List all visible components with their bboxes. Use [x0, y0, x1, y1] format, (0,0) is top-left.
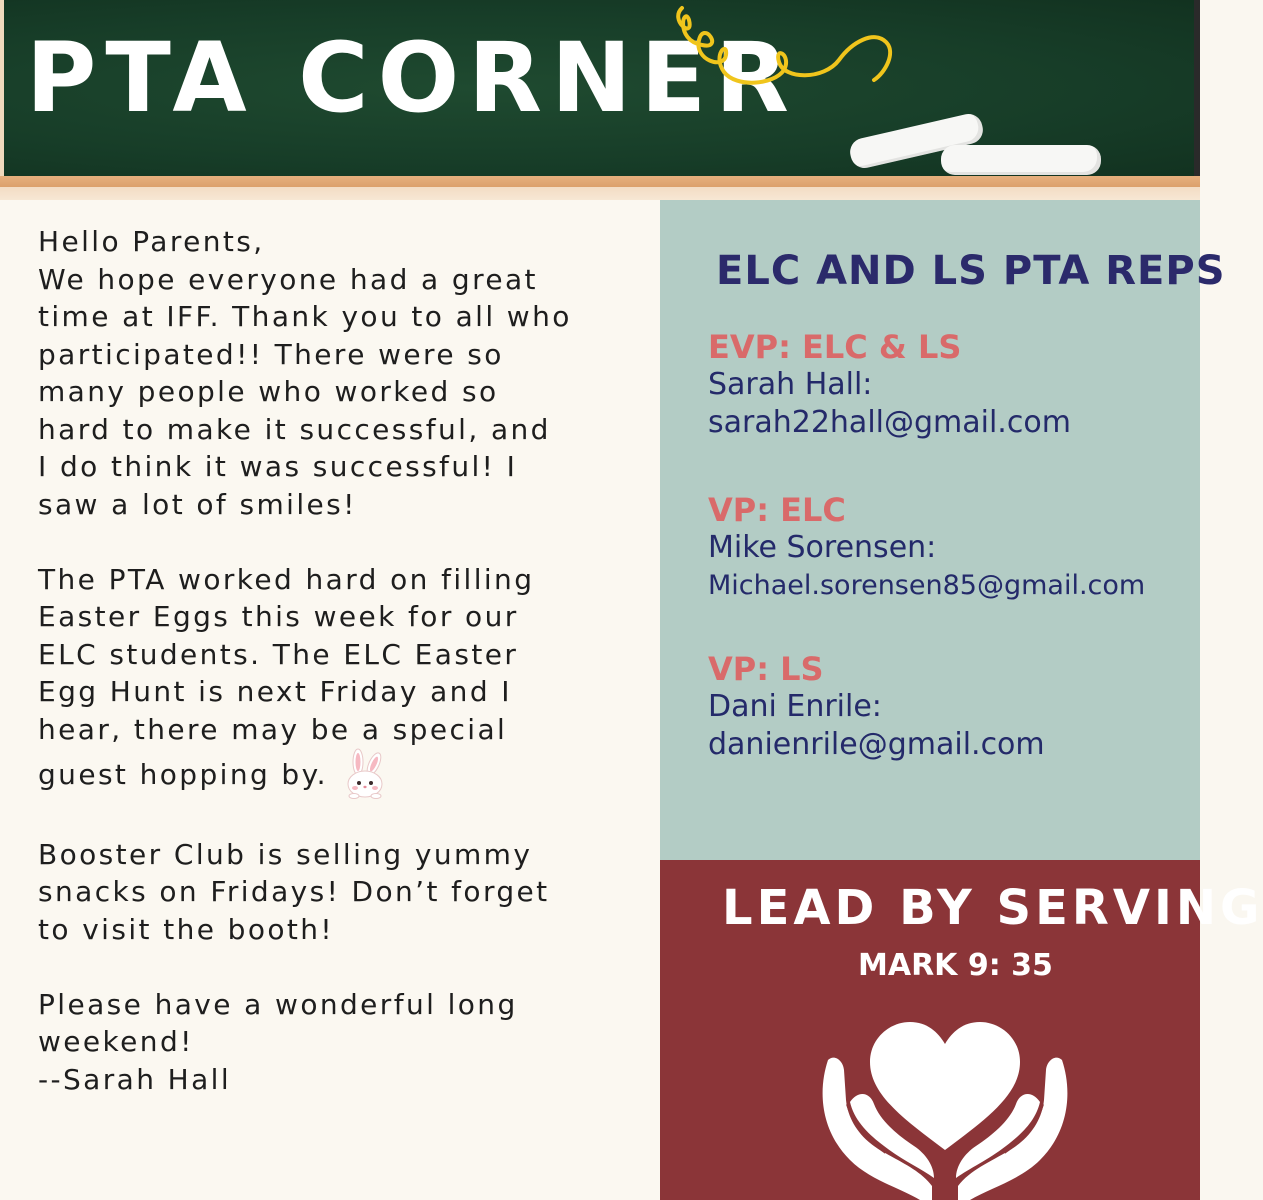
chalkboard-ledge: [0, 176, 1200, 200]
rep-entry: [708, 650, 1045, 764]
heart-in-hands-icon: [810, 1000, 1080, 1200]
scripture-reference: MARK 9: 35: [858, 948, 1053, 983]
rep-entry: [708, 491, 1145, 605]
reps-panel: [660, 200, 1226, 860]
letter-line: snacks on Fridays! Don’t forget: [38, 875, 550, 908]
letter-line: Egg Hunt is next Friday and I: [38, 675, 512, 708]
letter-line: Hello Parents,: [38, 225, 265, 258]
rep-role: VP: LS: [708, 650, 824, 688]
letter-line: ELC students. The ELC Easter: [38, 637, 519, 671]
chalkboard-header: [0, 0, 1200, 200]
rep-role: EVP: ELC & LS: [708, 328, 962, 366]
letter-panel: [0, 200, 660, 1200]
letter-line: hear, there may be a special: [38, 712, 508, 746]
letter-line: many people who worked so: [38, 375, 499, 408]
letter-signature: --Sarah Hall: [38, 1062, 232, 1096]
letter-line: saw a lot of smiles!: [38, 487, 357, 521]
reps-heading: ELC AND LS PTA REPS: [716, 248, 1226, 294]
motto-title: LEAD BY SERVING: [722, 880, 1263, 936]
rep-entry: [708, 328, 1071, 442]
chalk-squiggle-icon: [664, 0, 904, 110]
letter-line: to visit the booth!: [38, 912, 335, 946]
letter-line: participated!! There were so: [38, 337, 504, 371]
letter-line: time at IFF. Thank you to all who: [38, 300, 572, 333]
letter-line: hard to make it successful, and: [38, 412, 551, 446]
letter-line: Booster Club is selling yummy: [38, 837, 533, 871]
motto-panel: [660, 860, 1263, 1200]
letter-line: guest hopping by.: [38, 758, 328, 791]
letter-line: Please have a wonderful long: [38, 987, 518, 1021]
rep-email-link[interactable]: danienrile@gmail.com: [708, 727, 1045, 762]
rep-name: Dani Enrile:: [708, 689, 882, 724]
letter-line: We hope everyone had a great: [38, 262, 538, 296]
rep-email-link[interactable]: sarah22hall@gmail.com: [708, 405, 1071, 440]
rep-name: Sarah Hall:: [708, 367, 873, 402]
letter-line: Easter Eggs this week for our: [38, 600, 519, 633]
letter-line: weekend!: [38, 1025, 194, 1058]
rep-email-link[interactable]: Michael.sorensen85@gmail.com: [708, 570, 1146, 601]
chalkboard-surface: [4, 0, 1200, 176]
bunny-icon: [338, 748, 392, 798]
chalk-stick-icon: [941, 145, 1101, 175]
rep-name: Mike Sorensen:: [708, 530, 937, 565]
letter-line: The PTA worked hard on filling: [38, 562, 535, 596]
letter-line-with-icon: [38, 748, 638, 798]
letter-body: [38, 223, 638, 1098]
letter-line: I do think it was successful! I: [38, 450, 518, 483]
page-title: PTA CORNER: [26, 22, 798, 134]
rep-role: VP: ELC: [708, 491, 846, 529]
